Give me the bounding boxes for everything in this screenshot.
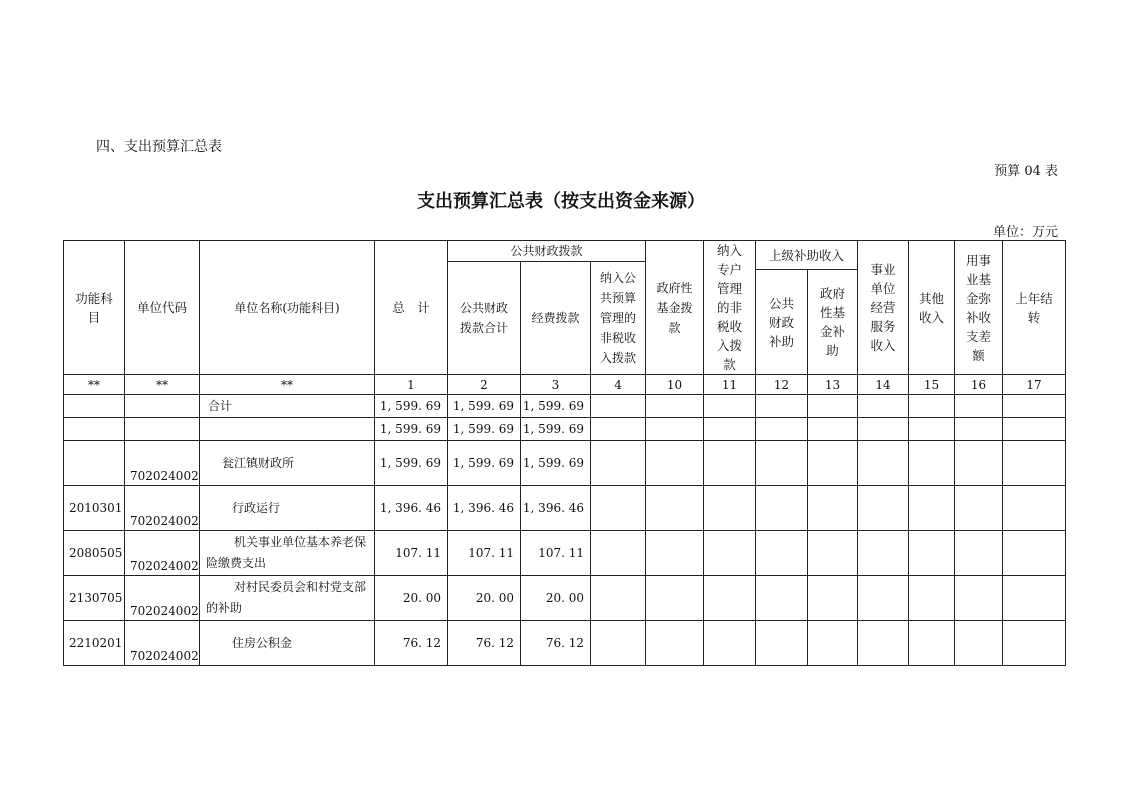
unit-name-cell: 合计 [200, 395, 375, 418]
header-special-nontax: 纳入专户管理的非税收入拨款 [704, 241, 756, 375]
empty-cell [808, 576, 858, 621]
empty-cell [955, 576, 1003, 621]
table-number: 预算 04 表 [994, 164, 1058, 179]
empty-cell [858, 418, 909, 441]
unit-code-cell: 702024002 [125, 531, 200, 576]
budget-summary-table [63, 240, 1066, 666]
empty-cell [591, 486, 646, 531]
column-index-row [64, 375, 1066, 395]
public-fin-total-cell: 1, 599. 69 [448, 418, 521, 441]
empty-cell [955, 395, 1003, 418]
empty-cell [808, 621, 858, 666]
column-index-cell: 10 [646, 375, 704, 395]
empty-cell [646, 418, 704, 441]
func-code-cell: 2210201 [64, 621, 125, 666]
header-superior-subsidy: 上级补助收入 [756, 241, 858, 270]
header-unit-name: 单位名称(功能科目) [200, 241, 375, 375]
public-fin-total-cell: 1, 396. 46 [448, 486, 521, 531]
public-fin-total-cell: 107. 11 [448, 531, 521, 576]
column-index-cell: 12 [756, 375, 808, 395]
empty-cell [704, 531, 756, 576]
empty-cell [756, 576, 808, 621]
empty-cell [756, 395, 808, 418]
header-gov-fund-subsidy: 政府性基金补助 [808, 270, 858, 375]
empty-cell [858, 395, 909, 418]
empty-cell [909, 395, 955, 418]
empty-cell [646, 441, 704, 486]
unit-name-cell [200, 418, 375, 441]
empty-cell [591, 576, 646, 621]
empty-cell [808, 531, 858, 576]
empty-cell [704, 441, 756, 486]
header-unit-code: 单位代码 [125, 241, 200, 375]
empty-cell [646, 576, 704, 621]
column-index-cell: 16 [955, 375, 1003, 395]
total-cell: 1, 396. 46 [375, 486, 448, 531]
table-row [64, 395, 1066, 418]
func-code-cell [64, 418, 125, 441]
public-fin-total-cell: 20. 00 [448, 576, 521, 621]
unit-code-cell [125, 395, 200, 418]
empty-cell [909, 621, 955, 666]
empty-cell [955, 486, 1003, 531]
empty-cell [591, 395, 646, 418]
unit-name-cell: 瓮江镇财政所 [200, 441, 375, 486]
empty-cell [756, 486, 808, 531]
empty-cell [808, 486, 858, 531]
empty-cell [1003, 576, 1066, 621]
empty-cell [858, 576, 909, 621]
total-cell: 20. 00 [375, 576, 448, 621]
expense-alloc-cell: 20. 00 [521, 576, 591, 621]
header-business-income: 事业单位经营服务收入 [858, 241, 909, 375]
public-fin-total-cell: 1, 599. 69 [448, 441, 521, 486]
expense-alloc-cell: 1, 396. 46 [521, 486, 591, 531]
empty-cell [591, 621, 646, 666]
empty-cell [704, 418, 756, 441]
expense-alloc-cell: 107. 11 [521, 531, 591, 576]
empty-cell [955, 621, 1003, 666]
empty-cell [909, 486, 955, 531]
empty-cell [955, 441, 1003, 486]
empty-cell [1003, 418, 1066, 441]
empty-cell [858, 486, 909, 531]
column-index-cell: ** [200, 375, 375, 395]
header-carryover: 上年结转 [1003, 241, 1066, 375]
unit-name-cell: 机关事业单位基本养老保险缴费支出 [200, 531, 375, 576]
empty-cell [646, 486, 704, 531]
unit-code-cell [125, 418, 200, 441]
empty-cell [909, 576, 955, 621]
func-code-cell: 2080505 [64, 531, 125, 576]
total-cell: 1, 599. 69 [375, 418, 448, 441]
expense-alloc-cell: 76. 12 [521, 621, 591, 666]
table-row [64, 418, 1066, 441]
table-row [64, 621, 1066, 666]
empty-cell [808, 395, 858, 418]
empty-cell [1003, 531, 1066, 576]
empty-cell [591, 418, 646, 441]
column-index-cell: ** [125, 375, 200, 395]
empty-cell [646, 621, 704, 666]
empty-cell [704, 621, 756, 666]
section-heading: 四、支出预算汇总表 [96, 139, 222, 155]
column-index-cell: 1 [375, 375, 448, 395]
unit-code-cell: 702024002 [125, 576, 200, 621]
header-expense-alloc: 经费拨款 [521, 262, 591, 375]
unit-label: 单位：万元 [992, 225, 1058, 240]
column-index-cell: 3 [521, 375, 591, 395]
total-cell: 107. 11 [375, 531, 448, 576]
func-code-cell [64, 441, 125, 486]
empty-cell [704, 395, 756, 418]
func-code-cell [64, 395, 125, 418]
func-code-cell: 2010301 [64, 486, 125, 531]
empty-cell [955, 531, 1003, 576]
expense-alloc-cell: 1, 599. 69 [521, 418, 591, 441]
empty-cell [808, 418, 858, 441]
total-cell: 1, 599. 69 [375, 395, 448, 418]
header-func-code: 功能科目 [64, 241, 125, 375]
header-public-budget-nontax: 纳入公共预算管理的非税收入拨款 [591, 262, 646, 375]
empty-cell [646, 531, 704, 576]
empty-cell [704, 576, 756, 621]
column-index-cell: 11 [704, 375, 756, 395]
column-index-cell: ** [64, 375, 125, 395]
empty-cell [704, 486, 756, 531]
header-public-fin-subsidy: 公共财政补助 [756, 270, 808, 375]
unit-code-cell: 702024002 [125, 486, 200, 531]
empty-cell [591, 531, 646, 576]
unit-code-cell: 702024002 [125, 441, 200, 486]
empty-cell [591, 441, 646, 486]
empty-cell [858, 531, 909, 576]
table-row [64, 531, 1066, 576]
public-fin-total-cell: 1, 599. 69 [448, 395, 521, 418]
header-public-fin: 公共财政拨款 [448, 241, 646, 262]
header-fund-deficit: 用事业基金弥补收支差额 [955, 241, 1003, 375]
empty-cell [1003, 395, 1066, 418]
expense-alloc-cell: 1, 599. 69 [521, 395, 591, 418]
func-code-cell: 2130705 [64, 576, 125, 621]
header-row-1 [64, 241, 1066, 262]
empty-cell [756, 621, 808, 666]
column-index-cell: 4 [591, 375, 646, 395]
table-row [64, 441, 1066, 486]
empty-cell [1003, 621, 1066, 666]
empty-cell [909, 531, 955, 576]
empty-cell [756, 531, 808, 576]
page-title: 支出预算汇总表（按支出资金来源） [417, 191, 705, 212]
empty-cell [756, 418, 808, 441]
empty-cell [909, 418, 955, 441]
column-index-cell: 13 [808, 375, 858, 395]
unit-code-cell: 702024002 [125, 621, 200, 666]
table-row [64, 576, 1066, 621]
header-gov-fund: 政府性基金拨款 [646, 241, 704, 375]
unit-name-cell: 住房公积金 [200, 621, 375, 666]
public-fin-total-cell: 76. 12 [448, 621, 521, 666]
header-other-income: 其他收入 [909, 241, 955, 375]
empty-cell [858, 621, 909, 666]
total-cell: 1, 599. 69 [375, 441, 448, 486]
column-index-cell: 15 [909, 375, 955, 395]
column-index-cell: 17 [1003, 375, 1066, 395]
header-public-fin-total: 公共财政拨款合计 [448, 262, 521, 375]
table-row [64, 486, 1066, 531]
unit-name-cell: 对村民委员会和村党支部的补助 [200, 576, 375, 621]
header-total: 总 计 [375, 241, 448, 375]
empty-cell [646, 395, 704, 418]
empty-cell [909, 441, 955, 486]
empty-cell [756, 441, 808, 486]
column-index-cell: 14 [858, 375, 909, 395]
total-cell: 76. 12 [375, 621, 448, 666]
empty-cell [1003, 441, 1066, 486]
column-index-cell: 2 [448, 375, 521, 395]
unit-name-cell: 行政运行 [200, 486, 375, 531]
empty-cell [955, 418, 1003, 441]
empty-cell [858, 441, 909, 486]
expense-alloc-cell: 1, 599. 69 [521, 441, 591, 486]
empty-cell [1003, 486, 1066, 531]
empty-cell [808, 441, 858, 486]
